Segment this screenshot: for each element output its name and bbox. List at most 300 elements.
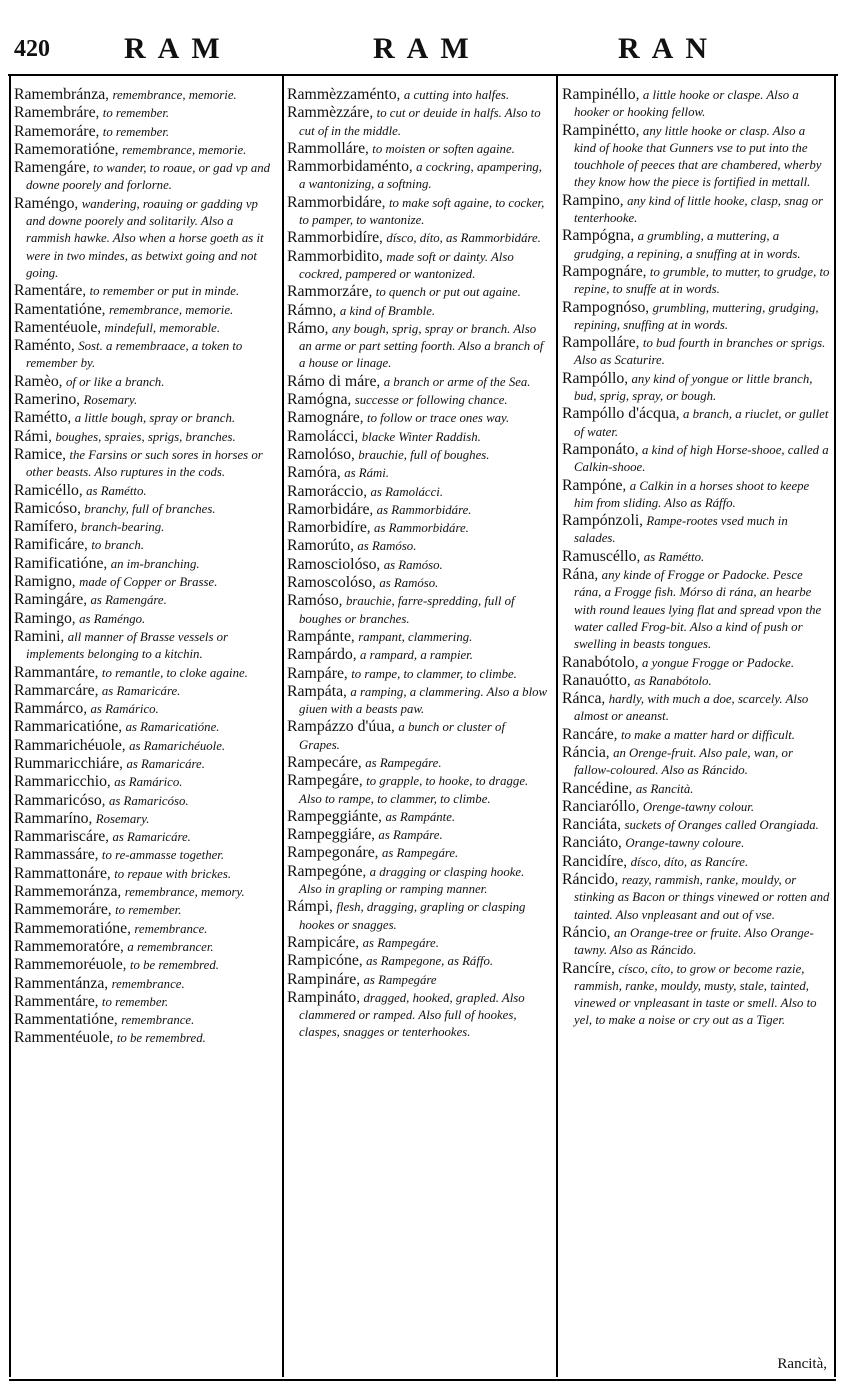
dictionary-entry: Raméngo, wandering, roauing or gadding vp and downe poorely and solitarily. Also a rammish hawke. Also when a horse goeth as it were in two mindes, as betwixt going and not going. [14,194,264,280]
headword: Rampino [562,191,620,209]
definition: any little hooke or clasp. Also a kind of hooke that Gunners vse to put into the touchhole of peeces that are chambered, wherby they know how the piece is fortified in mettall. [574,123,822,190]
definition: to remember. [115,903,182,918]
definition: rampant, clammering. [358,629,473,644]
column-3 [562,86,830,1030]
dictionary-entry: Rammaríno, Rosemary. [14,809,150,827]
headword: Ráncio [562,923,607,941]
dictionary-entry: Rampóllo, any kind of yongue or little branch, bud, sprig, spray, or bough. [562,369,813,404]
headword: Ránca [562,690,602,708]
headword: Rammèzzáre [287,104,370,122]
definition: as Ranabótolo. [634,673,712,688]
headword: Ramosciolóso [287,555,377,573]
dictionary-entry: Rampógna, a grumbling, a muttering, a grudging, a repining, a snuffing at in words. [562,227,801,261]
headword: Rammaricchio [14,773,107,791]
headword: Rancíre [562,959,612,977]
headword: Rummaricchiáre [14,754,120,772]
dictionary-entry: Rampóne, a Calkin in a horses shoot to keepe him from sliding. Also as Ráffo. [562,476,810,510]
dictionary-entry: Ranabótolo, a yongue Frogge or Padocke. [562,653,795,671]
definition: a ramping, a clammering. Also a blow giuen with a beasts paw. [299,684,548,717]
dictionary-entry: Ráncido, reazy, rammish, ranke, mouldy, or stinking as Bacon or things vinewed or rotten and tainted. Also vnpleasant and out of vse. [562,871,830,922]
headword: Rammattonáre [14,864,107,882]
definition: as Ramóso. [379,576,439,591]
headword: Rampináto [287,988,357,1006]
definition: to make soft againe, to cocker, to pamper, to wantonize. [299,195,545,228]
dictionary-entry: Rampáre, to rampe, to clammer, to climbe. [287,664,517,682]
definition: as Ramaricáre. [112,830,191,845]
headword: Rampóllo [562,369,625,387]
definition: any bough, sprig, spray or branch. Also an arme or part setting foorth. Also a branch of a house or linage. [299,321,544,371]
definition: as Ramárico. [114,775,183,790]
headword: Ramognáre [287,409,360,427]
headword: Rampecáre [287,753,359,771]
definition: a rampard, a rampier. [360,648,473,663]
definition: to re-ammasse together. [101,848,225,863]
headword: Ramóso [287,592,339,610]
dictionary-entry: Rampolláre, to bud fourth in branches or sprigs. Also as Scaturire. [562,334,826,368]
headword: Raméngo [14,194,75,212]
definition: reazy, rammish, ranke, mouldy, or stinking as Bacon or things vinewed or rotten and tainted. Also vnpleasant and out of vse. [574,873,830,922]
headword: Rammárco [14,700,84,718]
headword: Rána [562,566,595,584]
headword: Rammaricóso [14,791,102,809]
dictionary-entry: Ráncia, an Orenge-fruit. Also pale, wan, or fallow-coloured. Also as Ráncido. [562,743,793,778]
headword: Rancidíre [562,852,624,870]
definition: as Ramaricáre. [126,756,205,771]
definition: a cutting into halfes. [403,88,510,102]
dictionary-entry: Ramógna, successe or following chance. [287,391,508,409]
dictionary-entry: Ramini, all manner of Brasse vessels or implements belonging to a kitchin. [14,627,229,662]
dictionary-entry: Rancidíre, dísco, díto, as Rancíre. [562,852,749,870]
definition: to remember. [102,106,170,121]
dictionary-entry: Rampónzoli, Rampe-rootes vsed much in salades. [562,512,788,546]
headword: Ramificatióne [14,554,104,572]
dictionary-entry: Ráncio, an Orange-tree or fruite. Also Orange-tawny. Also as Ráncido. [562,923,814,958]
dictionary-entry: Rammárco, as Ramárico. [14,700,159,718]
headword: Rammorbidaménto [287,158,409,176]
definition: as Rampegáre. [365,755,442,770]
catchword: Rancità, [777,1356,827,1372]
definition: as Rampegáre [363,972,437,987]
dictionary-entry: Ramerino, Rosemary. [14,391,138,409]
headword: Rammaricatióne [14,718,119,736]
dictionary-entry: Rammemoránza, remembrance, memory. [14,883,245,901]
headword: Ramice [14,445,63,463]
definition: remembrance. [121,1013,195,1028]
dictionary-entry: Rampinéllo, a little hooke or claspe. Also a hooker or hooking fellow. [562,86,799,120]
definition: remembrance. [134,921,208,936]
definition: dragged, hooked, grapled. Also clammered or ramped. Also full of hookes, claspes, snagges or tenterhookes. [299,990,525,1040]
definition: a branch or arme of the Sea. [383,374,531,389]
definition: as Ramaricatióne. [125,720,220,735]
definition: remembrance, memory. [124,885,245,900]
dictionary-entry: Rámi, boughes, spraies, sprigs, branches. [14,427,236,445]
headword: Rammaríno [14,809,89,827]
headword: Rammorzáre [287,283,369,301]
definition: Sost. a remembraace, a token to remember by. [26,339,243,371]
definition: to wander, to roaue, or gad vp and downe poorely and forlorne. [26,161,271,193]
dictionary-entry: Rammentáre, to remember. [14,992,169,1010]
definition: as Rampegáre. [381,846,459,861]
headword: Ramembránza [14,86,106,103]
headword: Rammorbidíre [287,229,380,247]
headword: Rámo [287,319,325,337]
dictionary-entry: Ramétto, a little bough, spray or branch. [14,409,236,427]
dictionary-entry: Ramentatióne, remembrance, memorie. [14,300,234,318]
center-guide-word: RAM [373,32,481,65]
headword: Ramini [14,627,61,645]
headword: Rammentáre [14,992,95,1010]
definition: a remembrancer. [127,939,214,954]
dictionary-entry: Ramorbidíre, as Rammorbidáre. [287,519,469,537]
definition: to cut or deuide in halfs. Also to cut of in the middle. [299,106,541,138]
dictionary-entry: Ramigno, made of Copper or Brasse. [14,573,218,591]
definition: remembrance, memorie. [112,88,237,102]
definition: to remember. [101,994,169,1009]
headword: Ramerino [14,391,77,409]
definition: císco, cíto, to grow or become razie, rammish, ranke, mouldy, musty, stale, tainted, vinewed or vnpleasant in taste or smell. Also to yel, to make a noise or cry out as a Tiger. [574,961,817,1028]
headword: Rampárdo [287,646,353,664]
headword: Rammorbidáre [287,193,382,211]
definition: blacke Winter Raddish. [361,429,481,444]
headword: Ramétto [14,409,68,427]
dictionary-entry: Ramognáre, to follow or trace ones way. [287,409,510,427]
dictionary-entry: Rampicóne, as Rampegone, as Ráffo. [287,952,494,970]
headword: Ramoscolóso [287,574,373,592]
definition: any kind of yongue or little branch, bud, sprig, spray, or bough. [574,371,813,404]
definition: Rosemary. [95,811,150,826]
definition: brauchie, full of boughes. [358,447,490,462]
headword: Rammentánza [14,974,105,992]
dictionary-entry: Rammèzzáre, to cut or deuide in halfs. Also to cut of in the middle. [287,104,541,138]
headword: Rampógna [562,227,631,245]
headword: Ramentáre [14,282,83,300]
dictionary-entry: Rammariscáre, as Ramaricáre. [14,828,191,846]
dictionary-entry: Rampecáre, as Rampegáre. [287,753,442,771]
headword: Ramicóso [14,499,78,517]
bottom-border-rule [9,1379,836,1381]
definition: a little hooke or claspe. Also a hooker or hooking fellow. [574,88,799,120]
headword: Ramógna [287,391,348,409]
definition: made of Copper or Brasse. [79,575,218,590]
dictionary-entry: Ramificáre, to branch. [14,536,144,554]
definition: as Rammorbidáre. [374,521,469,536]
dictionary-entry: Ramóra, as Rámi. [287,464,390,482]
definition: as Rancità. [635,781,694,796]
dictionary-entry: Rancédine, as Rancità. [562,779,694,797]
headword: Ramoráccio [287,482,364,500]
dictionary-entry: Ramificatióne, an im-branching. [14,554,200,572]
definition: grumbling, muttering, grudging, repining, snuffing at in words. [574,300,819,332]
dictionary-entry: Rammemoratóre, a remembrancer. [14,937,214,955]
dictionary-entry: Rancíre, císco, cíto, to grow or become razie, rammish, ranke, mouldy, musty, stale, tainted, vinewed or vnpleasant in taste or smell. Also to yel, to make a noise or cry out as a Tiger. [562,959,817,1028]
dictionary-entry: Rampeggiánte, as Rampánte. [287,807,456,825]
definition: as Raméngo. [79,611,146,626]
definition: made soft or dainty. Also cockred, pampered or wantonized. [299,249,514,281]
definition: a dragging or clasping hooke. Also in grapling or ramping manner. [299,864,525,897]
headword: Rampináre [287,970,357,988]
headword: Ramentatióne [14,300,102,318]
definition: to make a matter hard or difficult. [620,727,795,742]
definition: to be remembred. [130,958,219,973]
right-guide-word: RAN [618,32,719,65]
headword: Rámno [287,301,333,319]
definition: as Rampegáre. [362,935,439,950]
left-border-rule [9,76,11,1377]
column-2 [287,86,549,1042]
definition: to quench or put out againe. [375,285,521,300]
dictionary-entry: Rámpi, flesh, dragging, grapling or clasping hookes or snagges. [287,898,526,932]
definition: as Ramaricóso. [108,793,189,808]
dictionary-entry: Rampárdo, a rampard, a rampier. [287,646,473,664]
dictionary-entry: Rampáta, a ramping, a clammering. Also a blow giuen with a beasts paw. [287,682,548,717]
definition: an Orange-tree or fruite. Also Orange-tawny. Also as Ráncido. [574,925,814,958]
headword: Ramengáre [14,159,86,177]
dictionary-entry: Ramuscéllo, as Ramétto. [562,547,705,565]
dictionary-entry: Ranauótto, as Ranabótolo. [562,671,712,689]
headword: Rampeggiánte [287,807,379,825]
headword: Ramponáto [562,440,635,458]
headword: Rampánte [287,627,352,645]
dictionary-entry: Rammolláre, to moisten or soften againe. [287,139,515,157]
dictionary-entry: Rampeggiáre, as Rampáre. [287,826,443,844]
headword: Rammemoratóre [14,937,121,955]
headword: Rampognáre [562,262,643,280]
definition: an im-branching. [110,556,200,571]
definition: any kinde of Frogge or Padocke. Pesce rána, a Frogge fish. Mórso di rána, an hearbe with round leaues lying flat and spread vpon the water called Frog-bit. Also a kind of push or swelling in beasts tongues. [574,568,822,652]
dictionary-entry: Rammaricchio, as Ramárico. [14,773,183,791]
headword: Rammentatióne [14,1011,115,1029]
headword: Rampóne [562,476,623,494]
dictionary-entry: Rána, any kinde of Frogge or Padocke. Pesce rána, a Frogge fish. Mórso di rána, an hearbe with round leaues lying flat and spread vpon the water called Frog-bit. Also a kind of push or swelling in beasts tongues. [562,566,822,652]
definition: dísco, díto, as Rammorbidáre. [386,231,541,246]
definition: to remember. [102,124,170,139]
headword: Raménto [14,337,72,355]
headword: Ramóra [287,464,338,482]
headword: Rammemoráre [14,901,108,919]
definition: flesh, dragging, grapling or clasping hookes or snagges. [299,900,526,932]
headword: Rammarcáre [14,681,95,699]
dictionary-entry: Rummaricchiáre, as Ramaricáre. [14,754,205,772]
definition: an Orenge-fruit. Also pale, wan, or fallow-coloured. Also as Ráncido. [574,745,793,778]
dictionary-entry: Ranciaróllo, Orenge-tawny colour. [562,797,755,815]
headword: Ramorúto [287,537,351,555]
definition: dísco, díto, as Rancíre. [630,854,749,869]
headword: Ranauótto [562,671,627,689]
dictionary-entry: Rámno, a kind of Bramble. [287,301,436,319]
headword: Rammolláre [287,139,366,157]
headword: Rámi [14,427,49,445]
dictionary-entry: Ránca, hardly, with much a doe, scarcely. Also almost or aneanst. [562,690,809,724]
definition: a branch, a riuclet, or gullet of water. [574,407,829,439]
headword: Ranciaróllo [562,797,636,815]
dictionary-entry: Rammaricóso, as Ramaricóso. [14,791,189,809]
definition: Orenge-tawny colour. [642,799,755,814]
definition: as Rámi. [344,466,390,481]
dictionary-entry: Ramembránza, remembrance, memorie. [14,86,237,103]
headword: Rancédine [562,779,629,797]
dictionary-entry: Rampináre, as Rampegáre [287,970,437,988]
definition: Rosemary. [83,393,138,408]
dictionary-entry: Ramingáre, as Ramengáre. [14,591,167,609]
dictionary-entry: Rampináto, dragged, hooked, grapled. Also clammered or ramped. Also full of hookes, claspes, snagges or tenterhookes. [287,988,525,1040]
headword: Rampáre [287,664,345,682]
dictionary-entry: Ramicéllo, as Ramétto. [14,481,147,499]
dictionary-entry: Rammattonáre, to repaue with brickes. [14,864,232,882]
definition: to rampe, to clammer, to climbe. [351,666,517,681]
headword: Rampegóne [287,862,363,880]
definition: wandering, roauing or gadding vp and downe poorely and solitarily. Also a rammish hawke. Also when a horse goeth as it were in two mindes, as betwixt going and not going. [26,196,264,280]
definition: to remember or put in minde. [89,284,240,299]
headword: Ramingo [14,609,72,627]
headword: Rampázzo d'úua [287,718,392,736]
dictionary-entry: Ramemoratióne, remembrance, memorie. [14,140,247,158]
dictionary-entry: Rammassáre, to re-ammasse together. [14,846,225,864]
headword: Ramuscéllo [562,547,637,565]
definition: a kind of Bramble. [339,303,436,318]
dictionary-entry: Ramorbidáre, as Rammorbidáre. [287,500,472,518]
headword: Rancáre [562,725,614,743]
dictionary-entry: Rampognóso, grumbling, muttering, grudging, repining, snuffing at in words. [562,298,819,332]
definition: remembrance. [111,976,185,991]
dictionary-entry: Rammantáre, to remantle, to cloke againe. [14,663,248,681]
definition: to moisten or soften againe. [372,141,515,156]
definition: suckets of Oranges called Orangiada. [624,818,819,833]
definition: as Rammorbidáre. [376,502,472,517]
definition: as Ramétto. [643,549,705,564]
headword: Ramemoráre [14,122,96,140]
headword: Rammemoránza [14,883,118,901]
definition: Rampe-rootes vsed much in salades. [574,514,788,546]
dictionary-entry: Rampegonáre, as Rampegáre. [287,844,459,862]
dictionary-entry: Ramolácci, blacke Winter Raddish. [287,427,481,445]
definition: as Rampáre. [378,828,443,843]
dictionary-entry: Ramemoráre, to remember. [14,122,170,140]
headword: Rampolláre [562,334,636,352]
definition: remembrance, memorie. [122,142,247,157]
column-1 [14,86,276,1048]
page-number: 420 [14,36,50,62]
dictionary-entry: Ramífero, branch-bearing. [14,518,165,536]
definition: as Ramolácci. [370,484,444,499]
headword: Rammassáre [14,846,95,864]
dictionary-entry: Ramèo, of or like a branch. [14,372,165,390]
dictionary-entry: Rámo, any bough, sprig, spray or branch. Also an arme or part setting foorth. Also a branch of a house or linage. [287,319,544,371]
headword: Ramificáre [14,536,85,554]
definition: as Rampegone, as Ráffo. [366,954,494,969]
headword: Rámo di máre [287,372,377,390]
definition: to grapple, to hooke, to dragge. Also to rampe, to clammer, to climbe. [299,774,529,806]
definition: as Ramaricáre. [101,683,181,698]
headword: Ramigno [14,573,72,591]
dictionary-entry: Rammorzáre, to quench or put out againe. [287,283,521,301]
definition: hardly, with much a doe, scarcely. Also almost or aneanst. [574,692,809,724]
dictionary-entry: Rammorbidaménto, a cockring, apampering, a wantonizing, a softning. [287,158,542,192]
headword: Rampinéllo [562,86,636,103]
right-border-rule [834,76,836,1377]
definition: a yongue Frogge or Padocke. [642,655,795,670]
dictionary-entry: Rampognáre, to grumble, to mutter, to grudge, to repine, to snuffe at in words. [562,262,830,297]
dictionary-entry: Rampegáre, to grapple, to hooke, to dragge. Also to rampe, to clammer, to climbe. [287,772,529,806]
definition: a little bough, spray or branch. [74,411,236,426]
headword: Ranabótolo [562,653,635,671]
headword: Ramolóso [287,445,352,463]
dictionary-entry: Rampóllo d'ácqua, a branch, a riuclet, or gullet of water. [562,405,829,439]
dictionary-entry: Ramoráccio, as Ramolácci. [287,482,444,500]
dictionary-entry: Ramentéuole, mindefull, memorable. [14,318,221,336]
headword: Rampicáre [287,933,356,951]
definition: as Ramétto. [86,483,147,498]
headword: Rampáta [287,682,344,700]
dictionary-entry: Rammarcáre, as Ramaricáre. [14,681,181,699]
headword: Ramèo [14,372,59,390]
headword: Rampónzoli [562,512,640,530]
dictionary-entry: Ramengáre, to wander, to roaue, or gad vp and downe poorely and forlorne. [14,159,271,193]
headword: Ramorbidíre [287,519,367,537]
headword: Rammèzzaménto [287,86,397,103]
dictionary-entry: Rammentánza, remembrance. [14,974,185,992]
dictionary-entry: Ramoscolóso, as Ramóso. [287,574,439,592]
headword: Rammarichéuole [14,736,122,754]
headword: Rammemoratióne [14,919,128,937]
dictionary-entry: Raménto, Sost. a remembraace, a token to remember by. [14,337,243,371]
dictionary-entry: Rampánte, rampant, clammering. [287,627,473,645]
running-header [8,26,838,76]
headword: Ramífero [14,518,74,536]
definition: as Rampánte. [385,809,456,824]
dictionary-entry: Ramice, the Farsins or such sores in horses or other beasts. Also ruptures in the cods. [14,445,263,480]
dictionary-entry: Rampegóne, a dragging or clasping hooke. Also in grapling or ramping manner. [287,862,525,897]
dictionary-entry: Ramicóso, branchy, full of branches. [14,499,216,517]
dictionary-entry: Rammemoráre, to remember. [14,901,182,919]
definition: any kind of little hooke, clasp, snag or tenterhooke. [574,193,823,226]
headword: Rammentéuole [14,1029,110,1047]
column-rule [282,76,284,1377]
definition: branchy, full of branches. [84,501,216,516]
definition: a kind of high Horse-shooe, called a Calkin-shooe. [574,442,829,475]
definition: successe or following chance. [354,393,508,408]
left-guide-word: RAM [124,32,232,65]
definition: brauchie, farre-spredding, full of boughes or branches. [299,594,515,626]
definition: to branch. [91,538,144,553]
definition: as Ramóso. [357,539,417,554]
definition: a cockring, apampering, a wantonizing, a softning. [299,160,542,192]
definition: to repaue with brickes. [114,866,232,881]
headword: Rammorbidito [287,247,380,265]
definition: to bud fourth in branches or sprigs. Also as Scaturire. [574,336,826,368]
dictionary-entry: Rampázzo d'úua, a bunch or cluster of Grapes. [287,718,506,752]
definition: all manner of Brasse vessels or implements belonging to a kitchin. [26,629,229,662]
headword: Rámpi [287,898,330,916]
dictionary-entry: Rámo di máre, a branch or arme of the Sea. [287,372,531,390]
dictionary-entry: Ranciáta, suckets of Oranges called Orangiada. [562,816,819,834]
headword: Ráncido [562,871,615,889]
headword: Ráncia [562,743,606,761]
definition: to grumble, to mutter, to grudge, to repine, to snuffe at in words. [574,264,830,297]
definition: to follow or trace ones way. [367,411,510,426]
definition: a grumbling, a muttering, a grudging, a repining, a snuffing at in words. [574,229,801,261]
definition: branch-bearing. [80,520,165,535]
dictionary-entry: Ramolóso, brauchie, full of boughes. [287,445,490,463]
headword: Rammantáre [14,663,95,681]
headword: Rampinétto [562,121,636,139]
definition: a bunch or cluster of Grapes. [299,720,506,752]
dictionary-entry: Rammentéuole, to be remembred. [14,1029,206,1047]
definition: a Calkin in a horses shoot to keepe him from sliding. Also as Ráffo. [574,478,810,510]
definition: boughes, spraies, sprigs, branches. [55,429,236,444]
dictionary-entry: Rammorbidito, made soft or dainty. Also cockred, pampered or wantonized. [287,247,514,281]
headword: Ramingáre [14,591,84,609]
headword: Ramentéuole [14,318,98,336]
